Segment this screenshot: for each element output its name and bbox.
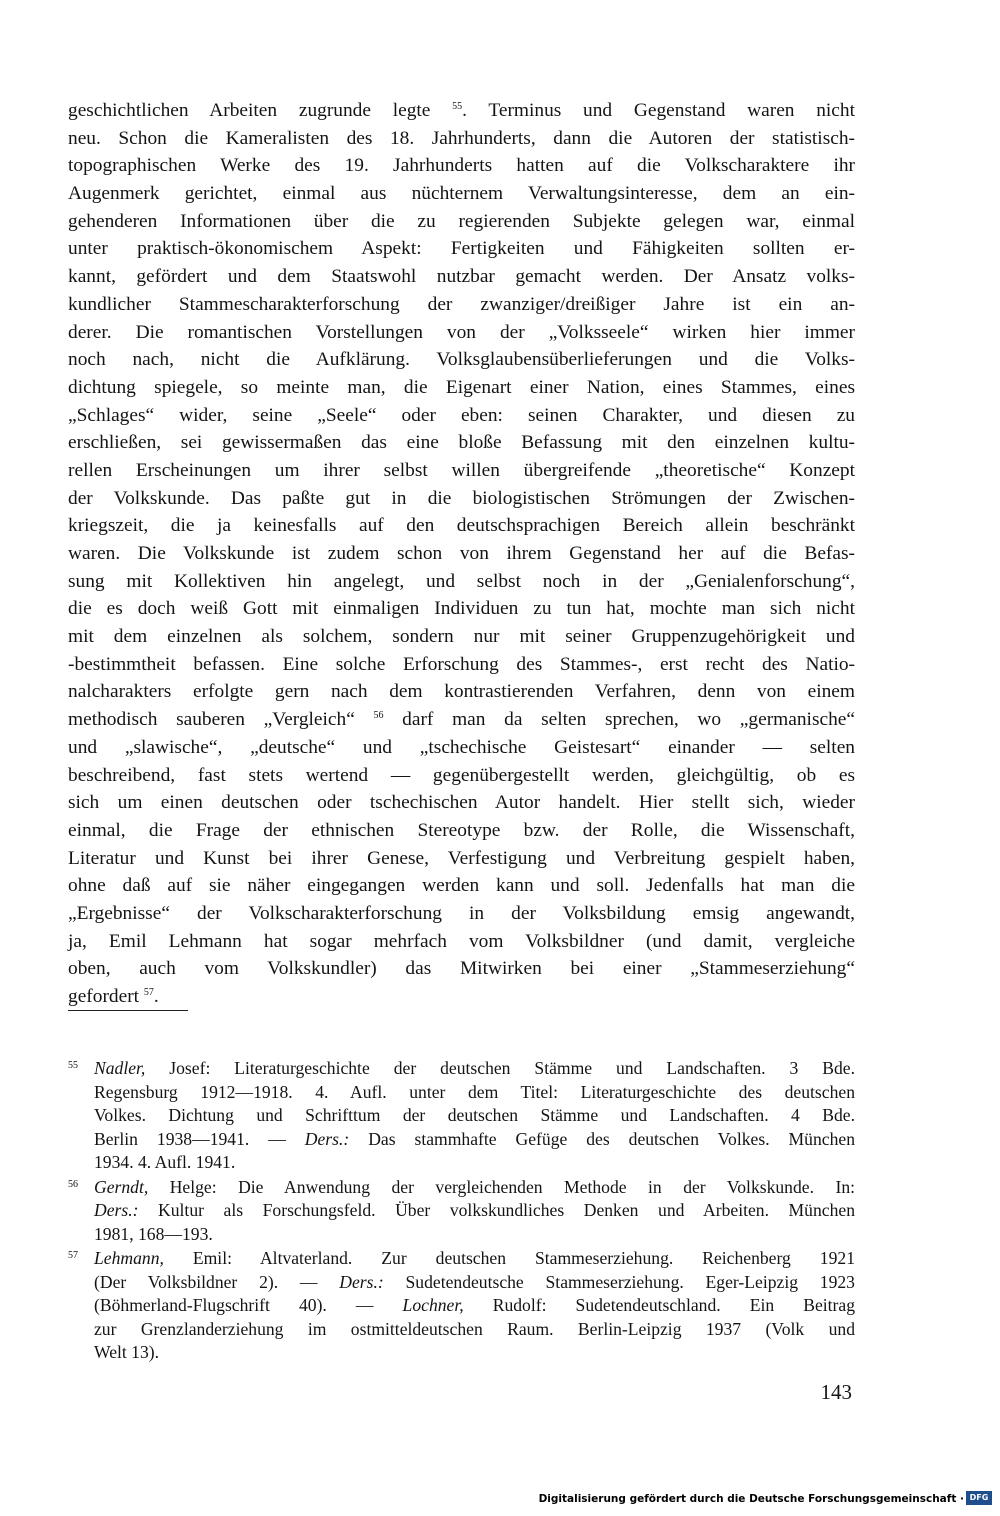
text-line: gehenderen Informationen über die zu regierenden Subjekte gelegen war, einmal <box>68 210 855 232</box>
footnote-line: Regensburg 1912—1918. 4. Aufl. unter dem Titel: Literaturgeschichte des deutschen <box>94 1081 855 1102</box>
text-line: sich um einen deutschen oder tschechischen Autor handelt. Hier stellt sich, wieder <box>68 792 855 814</box>
footnote-55 <box>68 1057 855 1175</box>
text-line: methodisch sauberen „Vergleich“ $^{56}$ darf man da selten sprechen, wo „germanische“ <box>68 709 856 731</box>
footnote-line: 1934. 4. Aufl. 1941. <box>94 1152 236 1172</box>
text-line: topographischen Werke des 19. Jahrhunderts hatten auf die Volkscharaktere ihr <box>68 155 855 177</box>
credit-text: Digitalisierung gefördert durch die Deutsche Forschungsgemeinschaft <box>538 1493 957 1505</box>
text-line: sung mit Kollektiven hin angelegt, und selbst noch in der „Genialenforschung“, <box>68 570 855 592</box>
text-line: ja, Emil Lehmann hat sogar mehrfach vom Volksbildner (und damit, vergleiche <box>68 930 855 952</box>
text-line: „Schlages“ wider, seine „Seele“ oder eben: seinen Charakter, und diesen zu <box>68 404 855 426</box>
text-line: rellen Erscheinungen um ihrer selbst willen übergreifende „theoretische“ Konzept <box>68 459 855 481</box>
text-line: und „slawische“, „deutsche“ und „tschechische Geistesart“ einander — selten <box>68 736 855 758</box>
footnote-line: (Der Volksbildner 2). — Ders.: Sudetendeutsche Stammeserziehung. Eger-Leipzig 1923 <box>94 1271 855 1292</box>
footnote-line: Berlin 1938—1941. — Ders.: Das stammhafte Gefüge des deutschen Volkes. München <box>94 1128 855 1149</box>
page-number: 143 <box>820 1380 852 1404</box>
footnote-ref: 57 <box>143 987 154 998</box>
text-line: kriegszeit, die ja keinesfalls auf den deutschsprachigen Bereich allein beschränkt <box>68 515 855 537</box>
footnote-line: Welt 13). <box>94 1342 160 1362</box>
text-line: mit dem einzelnen als solchem, sondern nur mit seiner Gruppenzugehörigkeit und <box>68 626 855 648</box>
text-line: beschreibend, fast stets wertend — gegenübergestellt werden, gleichgültig, ob es <box>68 764 855 786</box>
footnote-line: 56 Gerndt, Helge: Die Anwendung der vergleichenden Methode in der Volkskunde. In: <box>68 1176 855 1197</box>
text-line: „Ergebnisse“ der Volkscharakterforschung in der Volksbildung emsig angewandt, <box>68 902 855 924</box>
text-line: derer. Die romantischen Vorstellungen von der „Volksseele“ wirken hier immer <box>68 321 855 343</box>
footnote-line: 55 Nadler, Josef: Literaturgeschichte der deutschen Stämme und Landschaften. 3 Bde. <box>68 1058 855 1078</box>
footnote-ref: 55 <box>452 101 463 112</box>
text-line: kannt, gefördert und dem Staatswohl nutzbar gemacht werden. Der Ansatz volks- <box>68 266 855 288</box>
text-line: Literatur und Kunst bei ihrer Genese, Verfestigung und Verbreitung gespielt haben, <box>68 847 855 869</box>
text-line: geschichtlichen Arbeiten zugrunde legte $^{55}$. Terminus und Gegenstand waren nicht <box>68 100 855 121</box>
footnote-line: Ders.: Kultur als Forschungsfeld. Über volkskundliches Denken und Arbeiten. München <box>94 1200 855 1220</box>
text-line: erschließen, sei gewissermaßen das eine bloße Befassung mit den einzelnen kultu- <box>68 432 855 454</box>
text-line: noch nach, nicht die Aufklärung. Volksglaubensüberlieferungen und die Volks- <box>68 349 855 371</box>
footnotes <box>68 1057 855 1366</box>
main-text <box>68 97 855 1011</box>
footnote-line: zur Grenzlanderziehung im ostmitteldeutschen Raum. Berlin-Leipzig 1937 (Volk und <box>94 1318 855 1339</box>
dfg-logo: DFG <box>966 1491 992 1505</box>
text-line: waren. Die Volkskunde ist zudem schon von ihrem Gegenstand her auf die Befas- <box>68 543 855 564</box>
digitization-credit: Digitalisierung gefördert durch die Deutsche Forschungsgemeinschaft · <box>538 1493 964 1505</box>
text-line: Augenmerk gerichtet, einmal aus nüchternem Verwaltungsinteresse, dem an ein- <box>68 183 855 205</box>
text-line: kundlicher Stammescharakterforschung der zwanziger/dreißiger Jahre ist ein an- <box>68 293 855 315</box>
footnote-ref: 56 <box>373 710 384 722</box>
footnote-57 <box>68 1247 855 1365</box>
footnote-line: Volkes. Dichtung und Schrifttum der deutschen Stämme und Landschaften. 4 Bde. <box>94 1105 855 1125</box>
text-line: ohne daß auf sie näher eingegangen werden kann und soll. Jedenfalls hat man die <box>68 875 855 897</box>
text-line: oben, auch vom Volkskundler) das Mitwirken bei einer „Stammeserziehung“ <box>68 958 855 980</box>
footnote-line: 57 Lehmann, Emil: Altvaterland. Zur deutschen Stammeserziehung. Reichenberg 1921 <box>68 1248 855 1268</box>
text-line: gefordert $^{57}$. <box>68 986 159 1007</box>
footnote-line: 1981, 168—193. <box>94 1223 213 1244</box>
text-line: dichtung spiegele, so meinte man, die Eigenart einer Nation, eines Stammes, eines <box>68 376 855 398</box>
text-line: -bestimmtheit befassen. Eine solche Erforschung des Stammes-, erst recht des Natio- <box>68 653 855 675</box>
text-line: nalcharakters erfolgte gern nach dem kontrastierenden Verfahren, denn von einem <box>68 681 855 703</box>
footnote-divider <box>68 1010 188 1011</box>
text-line: unter praktisch-ökonomischem Aspekt: Fertigkeiten und Fähigkeiten sollten er- <box>68 238 855 260</box>
text-line: neu. Schon die Kameralisten des 18. Jahrhunderts, dann die Autoren der statistisch- <box>68 127 855 149</box>
text-line: die es doch weiß Gott mit einmaligen Individuen zu tun hat, mochte man sich nicht <box>68 598 855 620</box>
text-line: der Volkskunde. Das paßte gut in die biologistischen Strömungen der Zwischen- <box>68 487 855 509</box>
footnote-line: (Böhmerland-Flugschrift 40). — Lochner, Rudolf: Sudetendeutschland. Ein Beitrag <box>94 1295 855 1315</box>
text-line: einmal, die Frage der ethnischen Stereotype bzw. der Rolle, die Wissenschaft, <box>68 819 855 841</box>
footnote-56 <box>68 1176 855 1247</box>
